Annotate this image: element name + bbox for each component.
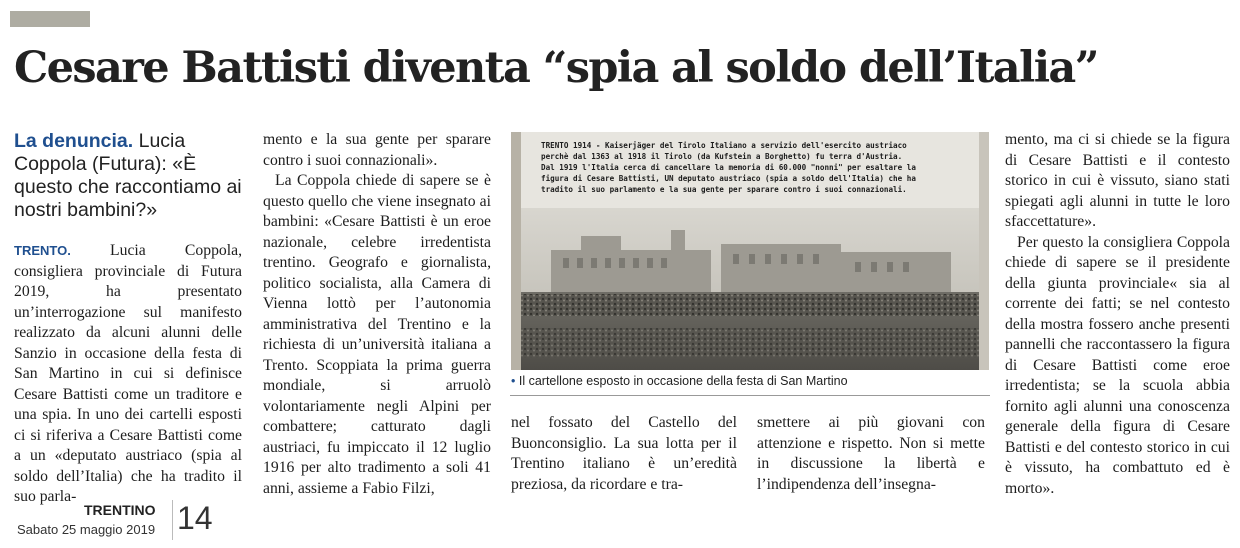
column-4-text: smettere ai più giovani con attenzione e rispetto. Non si mette in discussione la libertà e l’indipendenza dell’insegna- xyxy=(757,414,985,493)
caption-text: Il cartellone esposto in occasione della festa di San Martino xyxy=(518,374,848,388)
article-column-2 xyxy=(263,130,491,499)
column-2-para-1: mento e la sua gente per sparare contro i suoi connazionali». xyxy=(263,131,491,169)
column-1-text: Lucia Coppola, consigliera provinciale di Futura 2019, ha presentato un’interrogazione sul manifesto realizzato da alcuni alunni delle Sanzio in occasione della festa di San Martino in cui si definisce Cesare Battisti come un traditore e una spia. In uno dei cartelli esposti ci si riferiva a Cesare Battisti come a un «deputato austriaco (spia al soldo dell’Italia) che ha tradito il suo parla- xyxy=(14,242,242,505)
lead-text: Lucia Coppola (Futura): «È questo che raccontiamo ai nostri bambini?» xyxy=(14,130,242,221)
poster-line-2: perchè dal 1363 al 1918 il Tirolo (da Kufstein a Borghetto) fu terra d'Austria. xyxy=(541,152,903,161)
poster-photo xyxy=(511,132,989,370)
footer-separator xyxy=(172,500,173,540)
section-tag-bar xyxy=(10,11,90,27)
article-column-5 xyxy=(1005,130,1230,499)
newspaper-name: TRENTINO xyxy=(84,502,156,518)
headline: Cesare Battisti diventa “spia al soldo dell’Italia” xyxy=(14,43,1098,93)
article-column-1 xyxy=(14,241,242,508)
poster-line-3: Dal 1919 l'Italia cerca di cancellare la memoria di 60.000 "nonni" per esaltare la xyxy=(541,163,916,172)
caption-bullet: • xyxy=(511,374,516,388)
lead-summary xyxy=(14,130,242,222)
poster-line-4: figura di Cesare Battisti, UN deputato austriaco (spia a soldo dell'Italia) che ha xyxy=(541,174,916,183)
lead-kicker: La denuncia. xyxy=(14,130,134,152)
caption-divider xyxy=(510,395,990,396)
column-3-text: nel fossato del Castello del Buonconsiglio. La sua lotta per il Trentino italiano è un’eredità preziosa, da ricordare e tra- xyxy=(511,414,737,493)
page-number: 14 xyxy=(177,500,213,536)
column-2-para-2: La Coppola chiede di sapere se è questo quello che viene insegnato ai bambini: «Cesare Battisti è un eroe nazionale, celebre irredentista trentino. Geografo e giornalista, politico socialista, alla Camera di Vienna lottò per l’autonomia amministrativa del Trentino e la richiesta di un’università italiana a Trento. Scoppiata la prima guerra mondiale, si arruolò volontariamente negli Alpini per combattere; catturato dagli austriaci, fu impiccato il 12 luglio 1916 per alto tradimento a soli 41 anni, assieme a Fabio Filzi, xyxy=(263,172,491,497)
dateline: TRENTO. xyxy=(14,243,71,258)
photo-caption xyxy=(511,374,989,388)
poster-line-1: TRENTO 1914 - Kaiserjäger del Tirolo Italiano a servizio dell'esercito austriaco xyxy=(541,141,907,150)
publication-date: Sabato 25 maggio 2019 xyxy=(17,522,156,537)
article-column-3 xyxy=(511,413,737,495)
article-column-4 xyxy=(757,413,985,495)
poster-photo-graphic xyxy=(511,132,989,370)
column-5-para-2: Per questo la consigliera Coppola chiede di sapere se il presidente della giunta provinciale« sia al corrente dei fatti; se nel contesto della mostra fossero anche presenti pannelli che raccontassero la figura di Cesare Battisti come eroe irredentista; se la scuola abbia fornito agli alunni una conoscenza generale della figura di Cesare Battisti e del contesto storico in cui è vissuto, ha combattuto ed è morto». xyxy=(1005,233,1230,497)
column-5-para-1: mento, ma ci si chiede se la figura di Cesare Battisti e il contesto storico in cui è vissuto, siano stati spiegati agli alunni in tutte le loro sfaccettature». xyxy=(1005,131,1230,230)
poster-line-5: tradito il suo parlamento e la sua gente per sparare contro i suoi connazionali. xyxy=(541,185,907,194)
